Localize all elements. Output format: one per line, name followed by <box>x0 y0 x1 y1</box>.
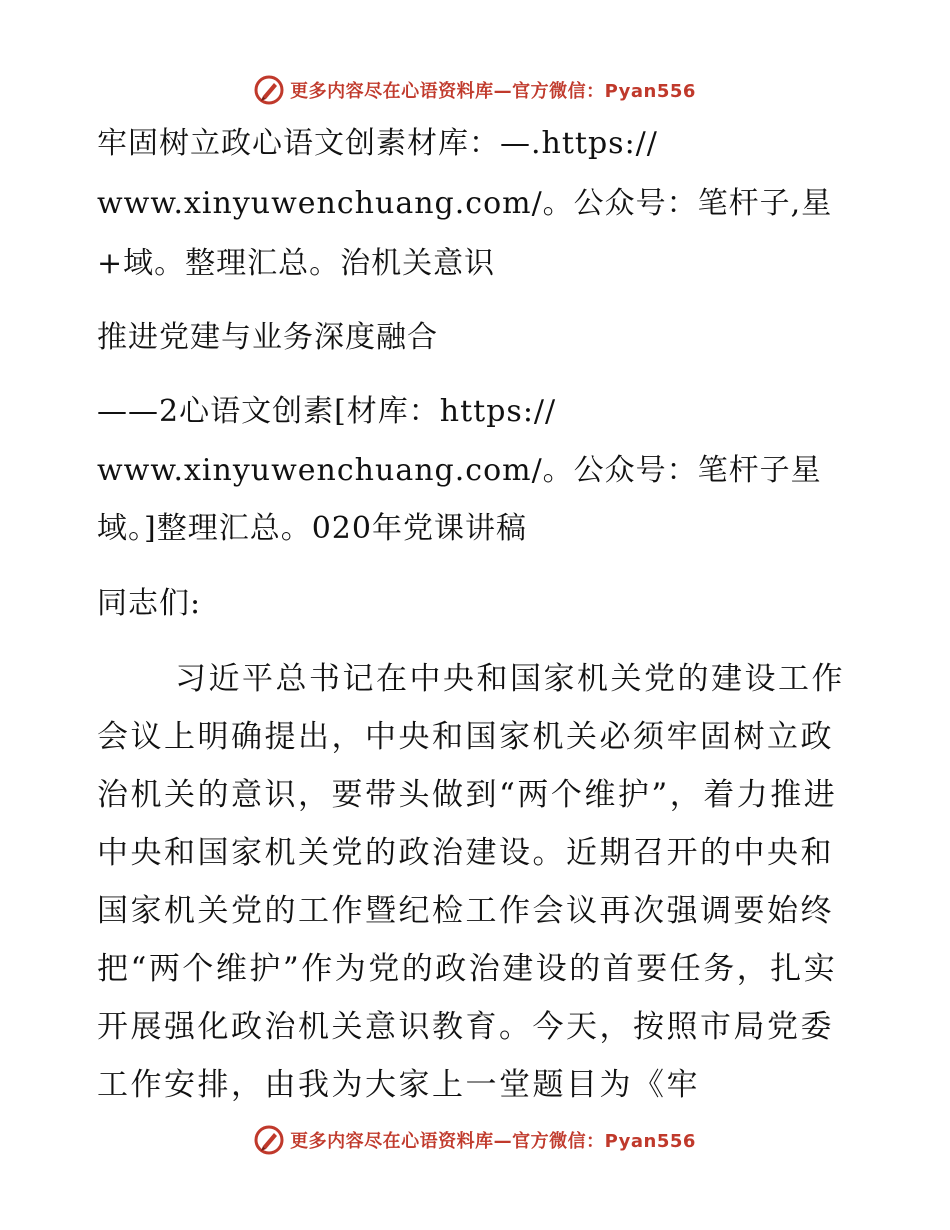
pen-logo-icon <box>254 75 284 105</box>
doc-line-6: www.xinyuwenchuang.com/。公众号：笔杆子星 <box>97 453 822 488</box>
doc-line-1: 牢固树立政心语文创素材库：—.https:// <box>97 126 658 161</box>
doc-line-3: +域。整理汇总。治机关意识 <box>97 246 496 281</box>
doc-line-4: 推进党建与业务深度融合 <box>97 320 438 355</box>
watermark-text: 更多内容尽在心语资料库—官方微信：Pyan556 <box>290 81 696 102</box>
doc-line-2: www.xinyuwenchuang.com/。公众号：笔杆子,星 <box>97 186 833 221</box>
salutation: 同志们: <box>97 586 202 621</box>
pen-logo-icon <box>254 1125 284 1155</box>
watermark-text: 更多内容尽在心语资料库—官方微信：Pyan556 <box>290 1131 696 1152</box>
doc-line-7: 域。]整理汇总。020年党课讲稿 <box>97 511 527 546</box>
footer-watermark <box>0 1120 950 1160</box>
doc-line-5: ——2心语文创素[材库：https:// <box>97 394 557 429</box>
header-watermark <box>0 70 950 110</box>
body-paragraph: 习近平总书记在中央和国家机关党的建设工作会议上明确提出，中央和国家机关必须牢固树立政治机关的意识，要带头做到“两个维护”，着力推进中央和国家机关党的政治建设。近期召开的中央和国家机关党的工作暨纪检工作会议再次强调要始终把“两个维护”作为党的政治建设的首要任务，扎实开展强化政治机关意识教育。今天，按照市局党委工作安排，由我为大家上一堂题目为《牢 <box>97 661 845 1103</box>
